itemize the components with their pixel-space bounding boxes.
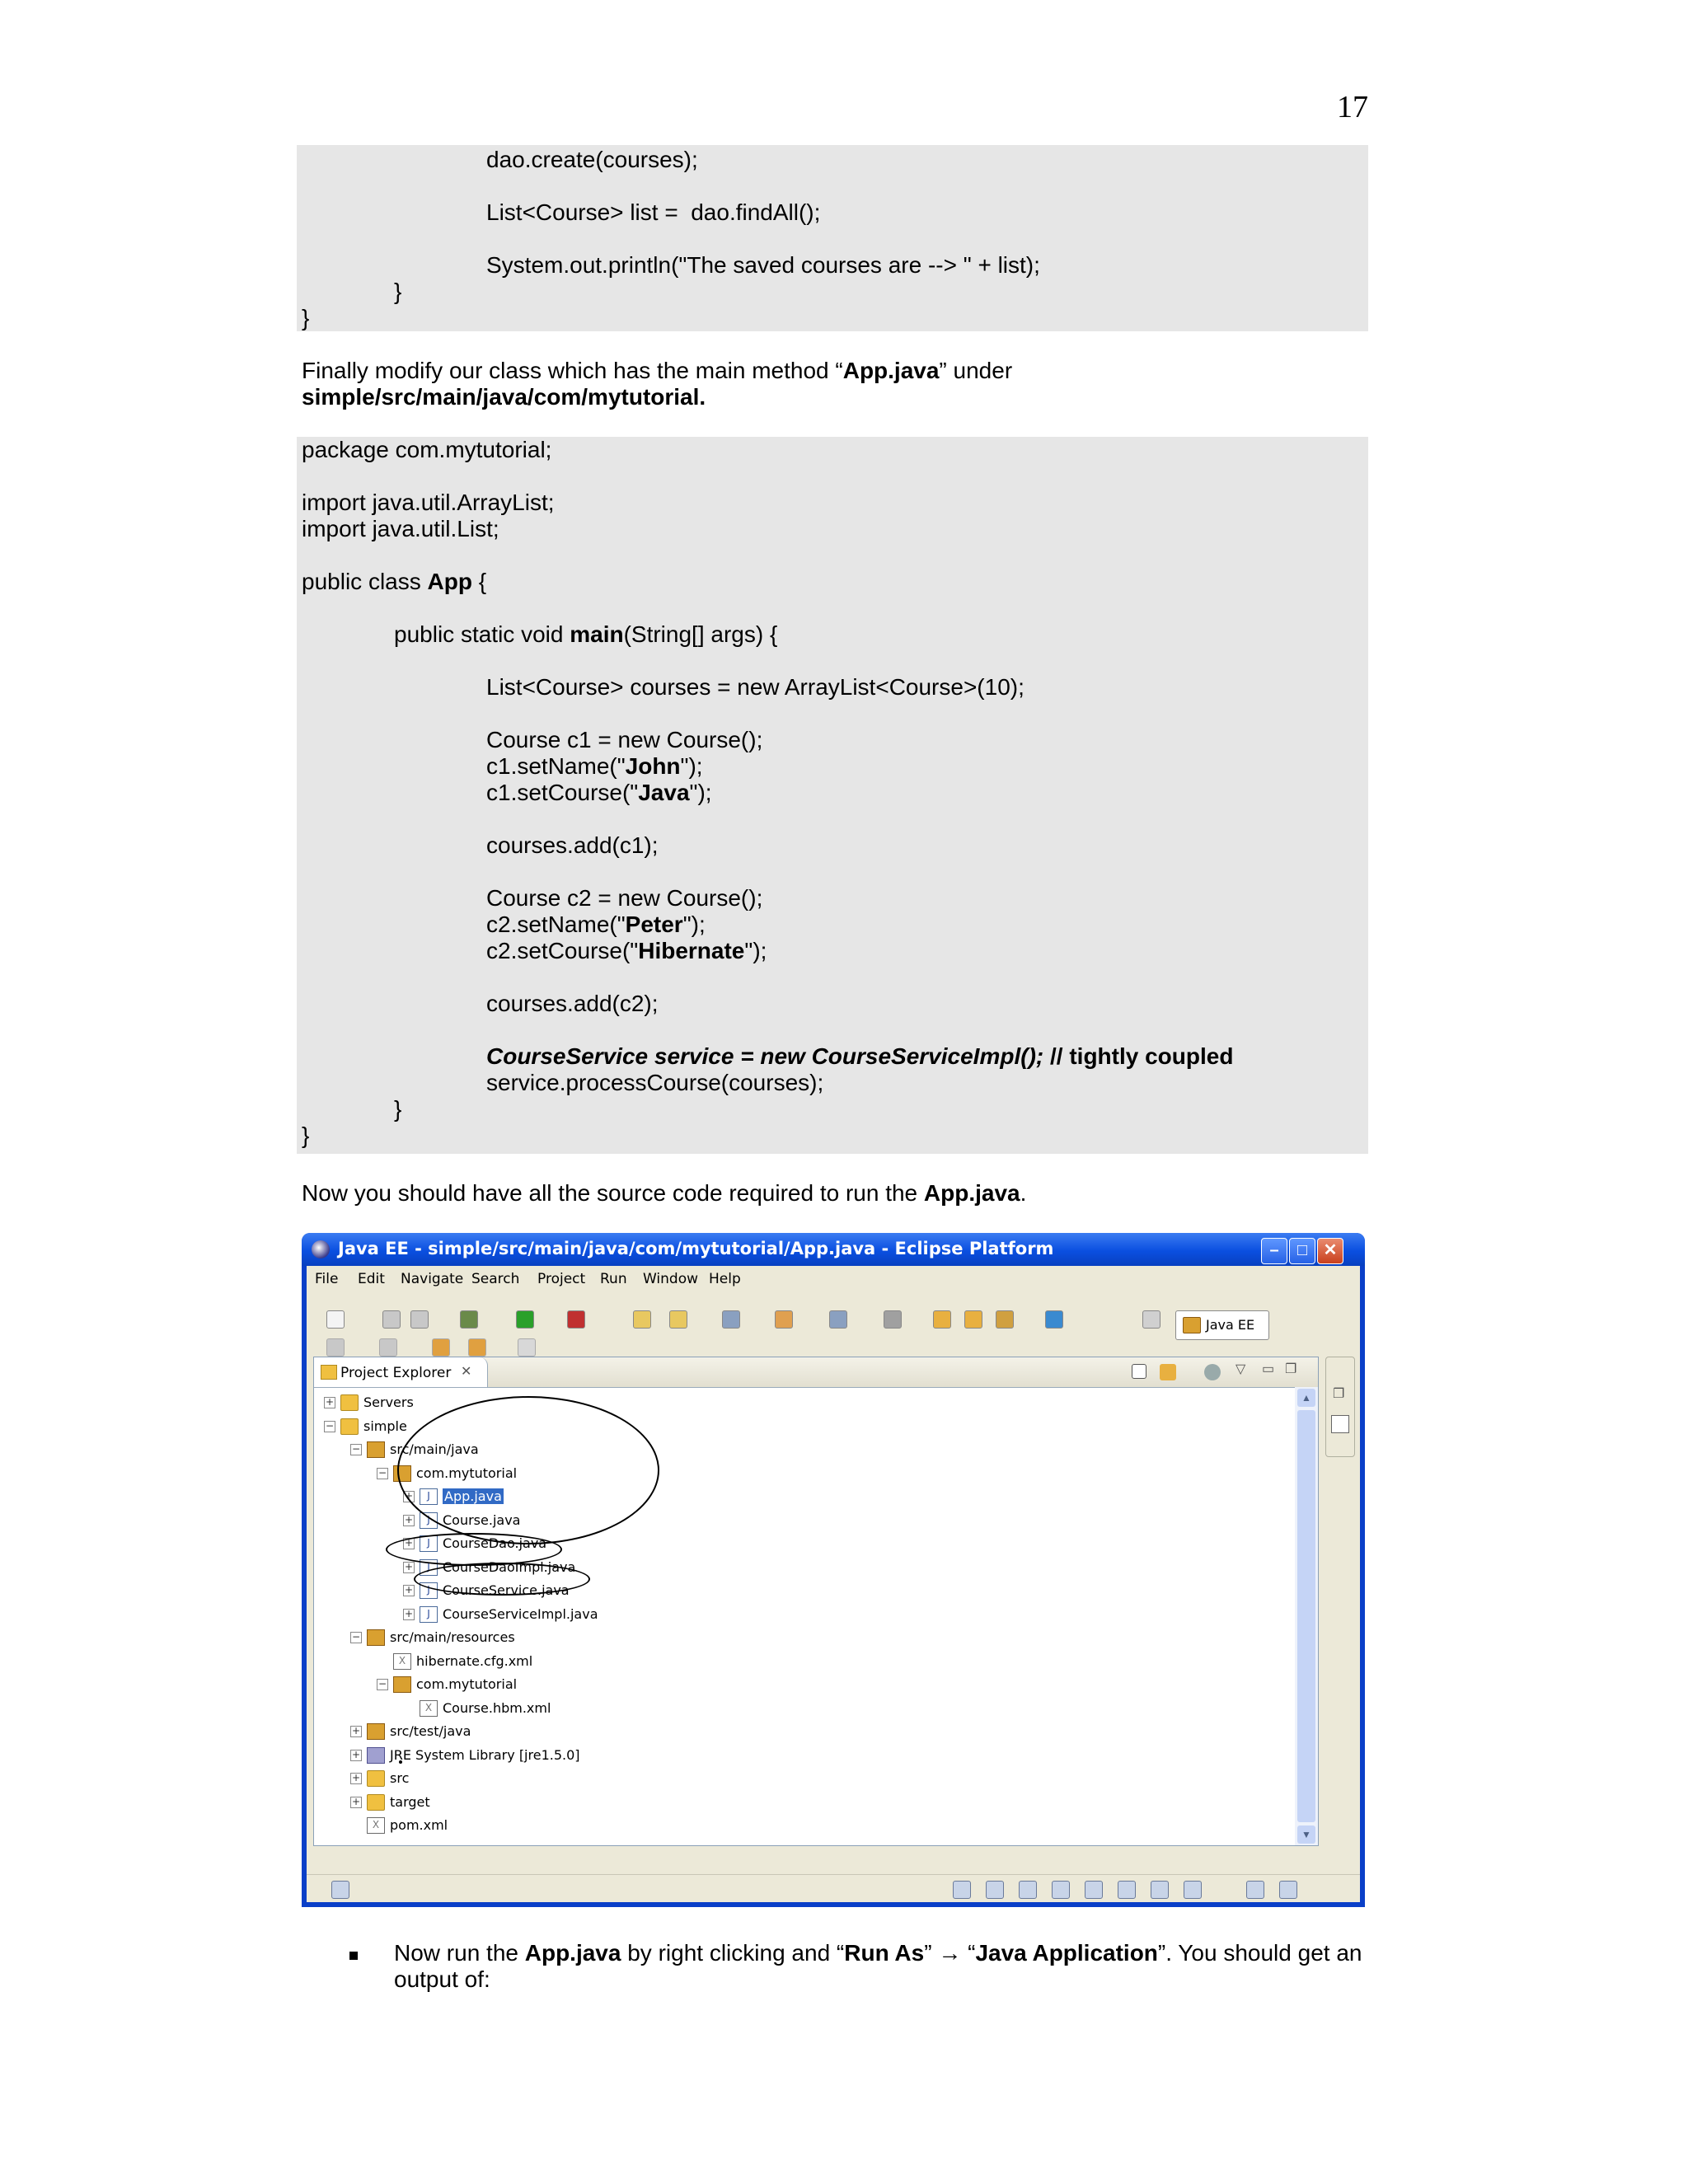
java-file-icon: J bbox=[420, 1582, 438, 1599]
paragraph-run-note bbox=[302, 1180, 1026, 1207]
code-line bbox=[302, 569, 486, 595]
window-title: Java EE - simple/src/main/java/com/mytutorial/App.java - Eclipse Platform bbox=[338, 1239, 1054, 1258]
search-icon[interactable] bbox=[829, 1310, 847, 1329]
minimize-view-icon[interactable]: ▭ bbox=[1262, 1362, 1275, 1376]
expand-icon[interactable]: + bbox=[351, 1748, 361, 1760]
menu-run[interactable]: Run bbox=[600, 1271, 627, 1287]
globe-icon[interactable] bbox=[1045, 1310, 1063, 1329]
text-run: Now you should have all the source code required to run the bbox=[302, 1180, 924, 1206]
maximize-view-icon[interactable]: ❐ bbox=[1285, 1362, 1297, 1376]
text-run: App bbox=[427, 569, 472, 594]
text-run: Java Application bbox=[975, 1940, 1158, 1966]
folder-icon bbox=[340, 1418, 359, 1435]
expand-icon[interactable]: + bbox=[325, 1396, 335, 1408]
menu-navigate[interactable]: Navigate bbox=[401, 1271, 464, 1287]
text-run: Finally modify our class which has the main method “ bbox=[302, 358, 843, 383]
text-run: } bbox=[302, 305, 310, 330]
code-line bbox=[486, 727, 762, 753]
new-server-icon[interactable] bbox=[633, 1310, 651, 1329]
restore-icon[interactable] bbox=[1246, 1881, 1264, 1899]
code-line bbox=[486, 1070, 823, 1096]
text-run: (String[] args) { bbox=[623, 621, 778, 647]
menu-edit[interactable]: Edit bbox=[358, 1271, 385, 1287]
expand-icon[interactable]: + bbox=[404, 1607, 414, 1619]
bullet-text-line-1 bbox=[394, 1940, 1362, 1966]
text-run: c1.setName(" bbox=[486, 753, 626, 779]
code-line bbox=[394, 279, 401, 305]
collapse-icon[interactable]: − bbox=[377, 1678, 387, 1690]
code-line bbox=[302, 490, 555, 516]
code-line bbox=[486, 674, 1025, 701]
text-run: "); bbox=[744, 938, 767, 963]
open-type-icon[interactable] bbox=[775, 1310, 793, 1329]
console-view-icon[interactable] bbox=[1052, 1881, 1070, 1899]
text-run: "); bbox=[680, 753, 703, 779]
code-line bbox=[486, 912, 706, 938]
code-line bbox=[486, 753, 703, 780]
folder-icon[interactable] bbox=[964, 1310, 982, 1329]
expand-icon[interactable]: + bbox=[404, 1513, 414, 1526]
last-edit-icon[interactable] bbox=[432, 1338, 450, 1357]
annotation-ellipse-java-files bbox=[397, 1396, 659, 1544]
code-line bbox=[486, 1043, 1233, 1070]
code-block-2 bbox=[297, 437, 1368, 1154]
tab-project-explorer[interactable] bbox=[314, 1357, 488, 1387]
open-perspective-icon[interactable] bbox=[1142, 1310, 1160, 1329]
library-icon bbox=[367, 1747, 385, 1764]
refresh-icon[interactable] bbox=[722, 1310, 740, 1329]
tree-item-label: hibernate.cfg.xml bbox=[416, 1652, 533, 1669]
tree-item-label: CourseDaoImpl.java bbox=[443, 1558, 576, 1575]
bullet-marker bbox=[349, 1952, 358, 1960]
java-file-icon: J bbox=[420, 1512, 438, 1529]
text-run: c1.setCourse(" bbox=[486, 780, 639, 805]
package-icon bbox=[393, 1676, 411, 1693]
tree-item-label: Servers bbox=[363, 1394, 414, 1410]
text-run: } bbox=[394, 1096, 402, 1122]
java-file-icon: J bbox=[420, 1535, 438, 1552]
outline-view-icon[interactable] bbox=[1279, 1881, 1297, 1899]
text-run: public static void bbox=[394, 621, 570, 647]
text-run: "); bbox=[682, 912, 706, 937]
xml-file-icon: X bbox=[393, 1653, 411, 1670]
folder-icon bbox=[321, 1365, 337, 1380]
menu-project[interactable]: Project bbox=[537, 1271, 586, 1287]
text-run: App.java bbox=[524, 1940, 621, 1966]
text-run: courses.add(c1); bbox=[486, 832, 659, 858]
code-line bbox=[302, 516, 499, 542]
forward-icon[interactable] bbox=[518, 1338, 536, 1357]
scroll-thumb[interactable] bbox=[1297, 1410, 1315, 1822]
tree-item-label: src/main/resources bbox=[390, 1629, 515, 1645]
text-run: courses.add(c2); bbox=[486, 991, 659, 1016]
task-icon[interactable] bbox=[884, 1310, 902, 1329]
text-run: main bbox=[570, 621, 624, 647]
tree-item-label: com.mytutorial bbox=[416, 1465, 518, 1481]
code-line bbox=[486, 147, 698, 173]
xml-file-icon: X bbox=[420, 1700, 438, 1717]
eclipse-icon bbox=[312, 1240, 330, 1258]
data-view-icon[interactable] bbox=[1118, 1881, 1136, 1899]
text-run: App.java bbox=[923, 1180, 1020, 1206]
tree-item-label: com.mytutorial bbox=[416, 1676, 518, 1692]
text-run: . bbox=[1020, 1180, 1027, 1206]
tree-item-label: CourseService.java bbox=[443, 1582, 570, 1598]
text-run: package com.mytutorial; bbox=[302, 437, 552, 462]
run-icon[interactable] bbox=[516, 1310, 534, 1329]
folder-icon bbox=[340, 1394, 359, 1411]
perspective-java-ee-button[interactable] bbox=[1175, 1310, 1269, 1340]
servers-view-icon[interactable] bbox=[986, 1881, 1004, 1899]
text-run: System.out.println("The saved courses are --> " + list); bbox=[486, 252, 1040, 278]
perspective-label: Java EE bbox=[1206, 1317, 1255, 1333]
annotation-ellipse-java-files bbox=[399, 1760, 402, 1764]
external-tools-icon[interactable] bbox=[567, 1310, 585, 1329]
problems-view-icon[interactable] bbox=[1184, 1881, 1202, 1899]
bullet-text-line-2 bbox=[394, 1966, 490, 1993]
tree-item-label: simple bbox=[363, 1418, 407, 1434]
back-icon[interactable] bbox=[468, 1338, 486, 1357]
text-run: { bbox=[471, 569, 487, 594]
text-run: Course c1 = new Course(); bbox=[486, 727, 763, 752]
close-tab-icon[interactable]: ✕ bbox=[461, 1363, 472, 1379]
text-run: } bbox=[302, 1122, 310, 1148]
code-line bbox=[486, 780, 712, 806]
collapse-icon[interactable]: − bbox=[351, 1443, 361, 1455]
menu-help[interactable]: Help bbox=[709, 1271, 741, 1287]
java-file-icon: J bbox=[420, 1606, 438, 1623]
text-run: List<Course> courses = new ArrayList<Course>(10); bbox=[486, 674, 1025, 700]
text-run: c2.setCourse(" bbox=[486, 938, 639, 963]
text-run: } bbox=[394, 279, 402, 304]
save-icon[interactable] bbox=[382, 1310, 401, 1329]
tree-item-label: src/test/java bbox=[390, 1723, 471, 1739]
paragraph-intro-line-1 bbox=[302, 358, 1012, 384]
collapse-all-icon[interactable] bbox=[1132, 1364, 1146, 1379]
menu-search[interactable]: Search bbox=[471, 1271, 520, 1287]
expand-icon[interactable]: + bbox=[404, 1537, 414, 1549]
tree-item-label: Course.hbm.xml bbox=[443, 1699, 551, 1716]
annotation-ellipse-hibernate-cfg bbox=[386, 1533, 562, 1566]
view-menu-icon[interactable]: ▽ bbox=[1236, 1362, 1246, 1376]
new-icon[interactable] bbox=[326, 1310, 345, 1329]
menu-file[interactable]: File bbox=[315, 1271, 339, 1287]
code-line bbox=[486, 199, 820, 226]
expand-icon[interactable]: + bbox=[351, 1772, 361, 1783]
perspective-icon bbox=[1183, 1317, 1201, 1333]
menu-window[interactable]: Window bbox=[643, 1271, 699, 1287]
tree-item-label: JRE System Library [jre1.5.0] bbox=[390, 1746, 580, 1763]
right-trim-stack bbox=[1325, 1357, 1355, 1457]
panel-header bbox=[314, 1357, 1318, 1388]
annotation-ellipse-course-hbm bbox=[414, 1563, 590, 1596]
tree-item-label: src/main/java bbox=[390, 1441, 479, 1457]
status-bar bbox=[307, 1874, 1360, 1903]
scroll-up-icon[interactable]: ▲ bbox=[1297, 1389, 1315, 1407]
text-run: List<Course> list = dao.findAll(); bbox=[486, 199, 821, 225]
scroll-down-icon[interactable]: ▼ bbox=[1297, 1825, 1315, 1844]
expand-icon[interactable]: + bbox=[404, 1584, 414, 1596]
package-icon bbox=[367, 1723, 385, 1740]
tree-item-label: App.java bbox=[444, 1488, 502, 1504]
code-line bbox=[394, 621, 777, 648]
code-line bbox=[486, 991, 659, 1017]
code-line bbox=[302, 305, 309, 331]
text-run: Peter bbox=[625, 912, 683, 937]
text-run: public class bbox=[302, 569, 428, 594]
vertical-scrollbar[interactable] bbox=[1295, 1387, 1318, 1845]
eclipse-window bbox=[302, 1233, 1365, 1907]
collapse-icon[interactable]: − bbox=[351, 1631, 361, 1643]
properties-view-icon[interactable] bbox=[1085, 1881, 1103, 1899]
collapse-icon[interactable]: − bbox=[377, 1466, 387, 1479]
expand-icon[interactable]: + bbox=[404, 1560, 414, 1572]
text-run: Now run the bbox=[394, 1940, 525, 1966]
filters-icon[interactable] bbox=[1204, 1364, 1221, 1380]
minimize-button[interactable]: – bbox=[1261, 1238, 1287, 1264]
window-titlebar bbox=[302, 1233, 1365, 1266]
open-folder-icon[interactable] bbox=[933, 1310, 951, 1329]
code-line bbox=[486, 252, 1040, 279]
tree-item-label: CourseServiceImpl.java bbox=[443, 1605, 598, 1622]
debug-icon[interactable] bbox=[460, 1310, 478, 1329]
fast-view-icon[interactable] bbox=[331, 1881, 349, 1899]
package-icon bbox=[367, 1629, 385, 1646]
expand-icon[interactable]: + bbox=[404, 1490, 414, 1502]
tree-item-label: src bbox=[390, 1770, 410, 1786]
text-run: simple/src/main/java/com/mytutorial. bbox=[302, 384, 706, 410]
text-run: import java.util.ArrayList; bbox=[302, 490, 555, 515]
menu-bar bbox=[307, 1266, 1360, 1291]
java-file-icon: J bbox=[420, 1488, 438, 1505]
code-line bbox=[394, 1096, 401, 1122]
text-run: CourseService service = new CourseServiceImpl(); bbox=[486, 1043, 1044, 1069]
code-line bbox=[486, 885, 762, 912]
code-line bbox=[486, 832, 659, 859]
text-run: ” under bbox=[939, 358, 1013, 383]
next-annotation-icon[interactable] bbox=[326, 1338, 345, 1357]
tree-item-label: target bbox=[390, 1793, 430, 1810]
text-run: dao.create(courses); bbox=[486, 147, 698, 172]
tasks-view-icon[interactable] bbox=[1019, 1881, 1037, 1899]
text-run: ”. You should get an bbox=[1157, 1940, 1362, 1966]
snippets-view-icon[interactable] bbox=[1151, 1881, 1169, 1899]
text-run: "); bbox=[689, 780, 712, 805]
collapse-icon[interactable]: − bbox=[325, 1419, 335, 1432]
tree-item-label: Course.java bbox=[443, 1511, 521, 1528]
expand-icon[interactable]: + bbox=[351, 1795, 361, 1807]
text-run: by right clicking and “ bbox=[621, 1940, 845, 1966]
tab-label: Project Explorer bbox=[340, 1365, 452, 1381]
expand-icon[interactable]: + bbox=[351, 1725, 361, 1736]
text-run: Java bbox=[638, 780, 690, 805]
text-run: App.java bbox=[842, 358, 940, 383]
text-run: John bbox=[625, 753, 681, 779]
xml-file-icon: X bbox=[367, 1817, 385, 1834]
restore-stack-icon[interactable] bbox=[953, 1881, 971, 1899]
new-project-icon[interactable] bbox=[669, 1310, 687, 1329]
text-run: Run As bbox=[844, 1940, 925, 1966]
tree-item-label: pom.xml bbox=[390, 1817, 448, 1833]
prev-annotation-icon[interactable] bbox=[379, 1338, 397, 1357]
code-block-1 bbox=[297, 145, 1368, 331]
code-line bbox=[302, 437, 551, 463]
text-run: c2.setName(" bbox=[486, 912, 626, 937]
close-button[interactable]: ✕ bbox=[1317, 1238, 1343, 1264]
rocket-icon[interactable] bbox=[996, 1310, 1014, 1329]
text-run: Hibernate bbox=[638, 938, 745, 963]
paragraph-intro-line-2 bbox=[302, 384, 706, 410]
restore-icon[interactable]: ❐ bbox=[1333, 1387, 1345, 1401]
text-run: // tightly coupled bbox=[1043, 1043, 1234, 1069]
code-line bbox=[302, 1122, 309, 1149]
folder-icon bbox=[367, 1794, 385, 1811]
page-number: 17 bbox=[1337, 90, 1368, 124]
text-run: Course c2 = new Course(); bbox=[486, 885, 763, 911]
text-run: output of: bbox=[394, 1966, 490, 1992]
code-line bbox=[486, 938, 767, 964]
text-run: ” → “ bbox=[924, 1940, 976, 1966]
outline-icon[interactable] bbox=[1331, 1415, 1349, 1433]
link-with-editor-icon[interactable] bbox=[1160, 1364, 1176, 1380]
text-run: import java.util.List; bbox=[302, 516, 499, 541]
print-icon[interactable] bbox=[410, 1310, 429, 1329]
folder-icon bbox=[367, 1770, 385, 1787]
tree-item-label: CourseDao.java bbox=[443, 1535, 547, 1551]
java-file-icon: J bbox=[420, 1559, 438, 1576]
text-run: service.processCourse(courses); bbox=[486, 1070, 824, 1095]
maximize-button[interactable]: □ bbox=[1289, 1238, 1315, 1264]
package-icon bbox=[367, 1441, 385, 1458]
